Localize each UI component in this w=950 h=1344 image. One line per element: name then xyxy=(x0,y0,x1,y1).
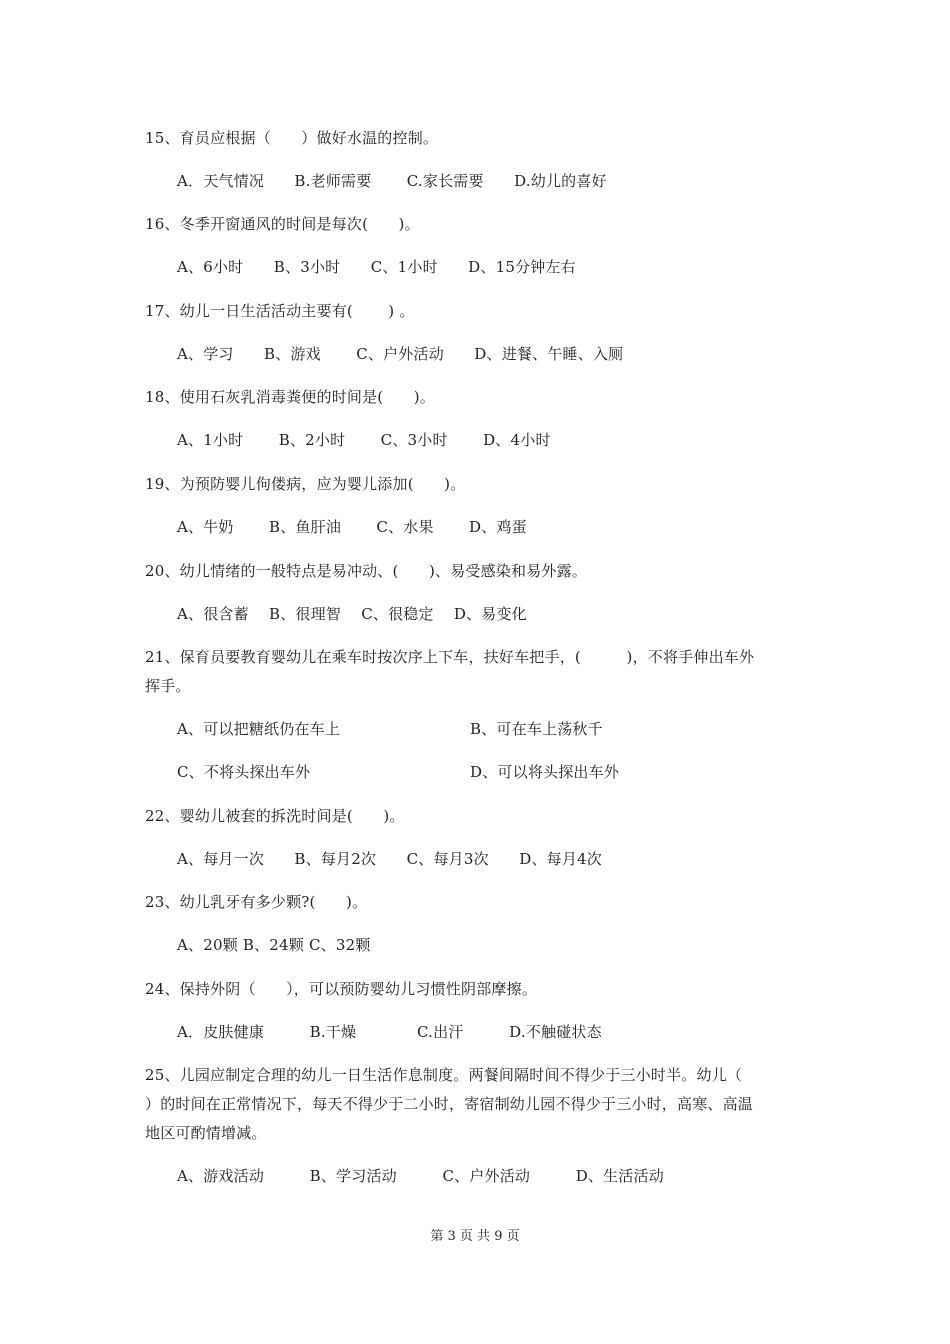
question-20: 20、幼儿情绪的一般特点是易冲动、( )、易受感染和易外露。 xyxy=(145,562,587,580)
question-25-options: A、游戏活动 B、学习活动 C、户外活动 D、生活活动 xyxy=(177,1167,664,1185)
question-15-options: A．天气情况 B.老师需要 C.家长需要 D.幼儿的喜好 xyxy=(177,172,607,190)
question-15: 15、育员应根据（ ）做好水温的控制。 xyxy=(145,129,439,147)
question-21-line-1: 21、保育员要教育婴幼儿在乘车时按次序上下车，扶好车把手，( )，不将手伸出车外 xyxy=(145,648,755,666)
question-21-option-d: D、可以将头探出车外 xyxy=(470,763,620,781)
question-21-option-a: A、可以把糖纸仍在车上 xyxy=(177,720,341,738)
question-22: 22、婴幼儿被套的拆洗时间是( )。 xyxy=(145,807,405,825)
question-19: 19、为预防婴儿佝偻病，应为婴儿添加( )。 xyxy=(145,475,466,493)
question-25-line-1: 25、儿园应制定合理的幼儿一日生活作息制度。两餐间隔时间不得少于三小时半。幼儿（ xyxy=(145,1066,743,1084)
question-17-options: A、学习 B、游戏 C、户外活动 D、进餐、午睡、入厕 xyxy=(177,345,624,363)
question-19-options: A、牛奶 B、鱼肝油 C、水果 D、鸡蛋 xyxy=(177,518,527,536)
question-21-option-c: C、不将头探出车外 xyxy=(177,763,311,781)
question-16: 16、冬季开窗通风的时间是每次( )。 xyxy=(145,215,420,233)
question-24: 24、保持外阴（ ），可以预防婴幼儿习惯性阴部摩擦。 xyxy=(145,980,537,998)
question-18-options: A、1小时 B、2小时 C、3小时 D、4小时 xyxy=(177,431,551,449)
question-21-line-2: 挥手。 xyxy=(145,677,191,695)
question-25-line-3: 地区可酌情增减。 xyxy=(145,1124,267,1142)
question-18: 18、使用石灰乳消毒粪便的时间是( )。 xyxy=(145,388,435,406)
question-25-line-2: ）的时间在正常情况下，每天不得少于二小时，寄宿制幼儿园不得少于三小时，高寒、高温 xyxy=(145,1095,754,1113)
question-23-options: A、20颗 B、24颗 C、32颗 xyxy=(177,936,371,954)
question-21-option-b: B、可在车上荡秋千 xyxy=(470,720,603,738)
question-16-options: A、6小时 B、3小时 C、1小时 D、15分钟左右 xyxy=(177,258,576,276)
question-23: 23、幼儿乳牙有多少颗?( )。 xyxy=(145,893,368,911)
question-24-options: A．皮肤健康 B.干燥 C.出汗 D.不触碰状态 xyxy=(177,1023,602,1041)
page-footer: 第 3 页 共 9 页 xyxy=(430,1229,520,1244)
question-17: 17、幼儿一日生活活动主要有( ) 。 xyxy=(145,302,415,320)
question-22-options: A、每月一次 B、每月2次 C、每月3次 D、每月4次 xyxy=(177,850,602,868)
question-20-options: A、很含蓄 B、很理智 C、很稳定 D、易变化 xyxy=(177,605,527,623)
